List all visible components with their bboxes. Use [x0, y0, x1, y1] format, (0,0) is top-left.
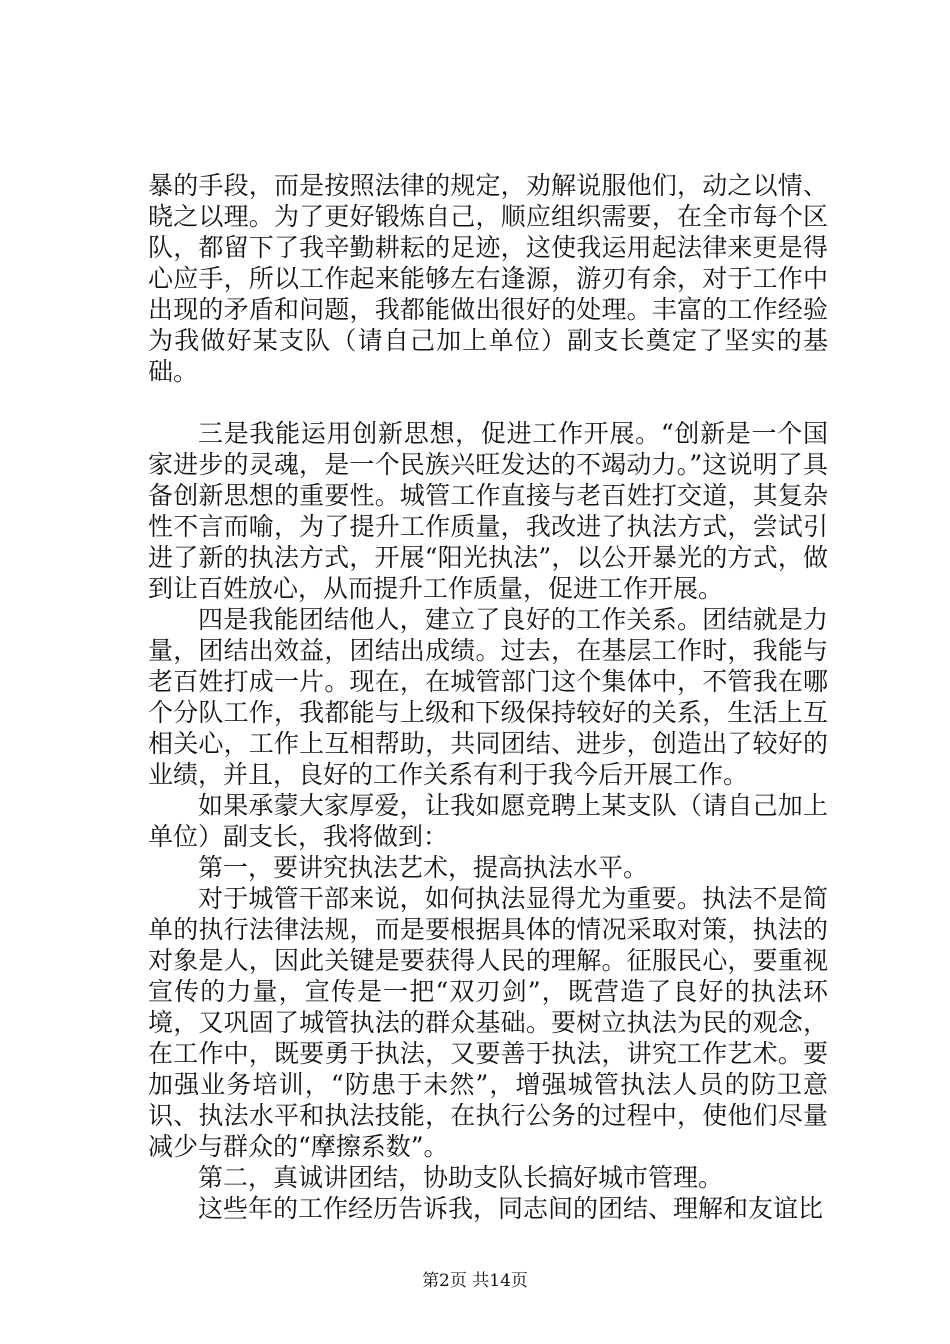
paragraph-point-two-heading: 第二，真诚讲团结，协助支队长搞好城市管理。 — [198, 1163, 724, 1192]
paragraph-innovation: 三是我能运用创新思想，促进工作开展。“创新是一个国家进步的灵魂，是一个民族兴旺发达的不竭动力。”这说明了具备创新思想的重要性。城管工作直接与老百姓打交道，其复杂性不言而喻，为了提升工作质量，我改进了执法方式，尝试引进了新的执法方式，开展“阳光执法”，以公开暴光的方式，做到让百姓放心，从而提升工作质量，促进工作开展。 — [148, 419, 828, 603]
paragraph-continuation: 暴的手段，而是按照法律的规定，劝解说服他们，动之以情、晓之以理。为了更好锻炼自己，顺应组织需要，在全市每个区队，都留下了我辛勤耕耘的足迹，这使我运用起法律来更是得心应手，所以工作起来能够左右逢源，游刃有余，对于工作中出现的矛盾和问题，我都能做出很好的处理。丰富的工作经验为我做好某支队（请自己加上单位）副支长奠定了坚实的基础。 — [148, 171, 828, 386]
document-body — [148, 170, 828, 1224]
page-footer: 第2页 共14页 — [422, 1271, 528, 1291]
paragraph-commitment-intro: 如果承蒙大家厚爱，让我如愿竞聘上某支队（请自己加上单位）副支长，我将做到： — [148, 791, 828, 851]
paragraph-unity: 四是我能团结他人，建立了良好的工作关系。团结就是力量，团结出效益，团结出成绩。过去，在基层工作时，我能与老百姓打成一片。现在，在城管部门这个集体中，不管我在哪个分队工作，我都能与上级和下级保持较好的关系，生活上互相关心，工作上互相帮助，共同团结、进步，创造出了较好的业绩，并且，良好的工作关系有利于我今后开展工作。 — [148, 605, 828, 789]
paragraph-point-one-body: 对于城管干部来说，如何执法显得尤为重要。执法不是简单的执行法律法规，而是要根据具体的情况采取对策，执法的对象是人，因此关键是要获得人民的理解。征服民心，要重视宣传的力量，宣传是一把“双刃剑”，既营造了良好的执法环境，又巩固了城管执法的群众基础。要树立执法为民的观念，在工作中，既要勇于执法，又要善于执法，讲究工作艺术。要加强业务培训，“防患于未然”，增强城管执法人员的防卫意识、执法水平和执法技能，在执行公务的过程中，使他们尽量减少与群众的“摩擦系数”。 — [148, 884, 828, 1161]
paragraph-point-one-heading: 第一，要讲究执法艺术，提高执法水平。 — [198, 853, 649, 882]
paragraph-point-two-body: 这些年的工作经历告诉我，同志间的团结、理解和友谊比 — [198, 1194, 824, 1223]
